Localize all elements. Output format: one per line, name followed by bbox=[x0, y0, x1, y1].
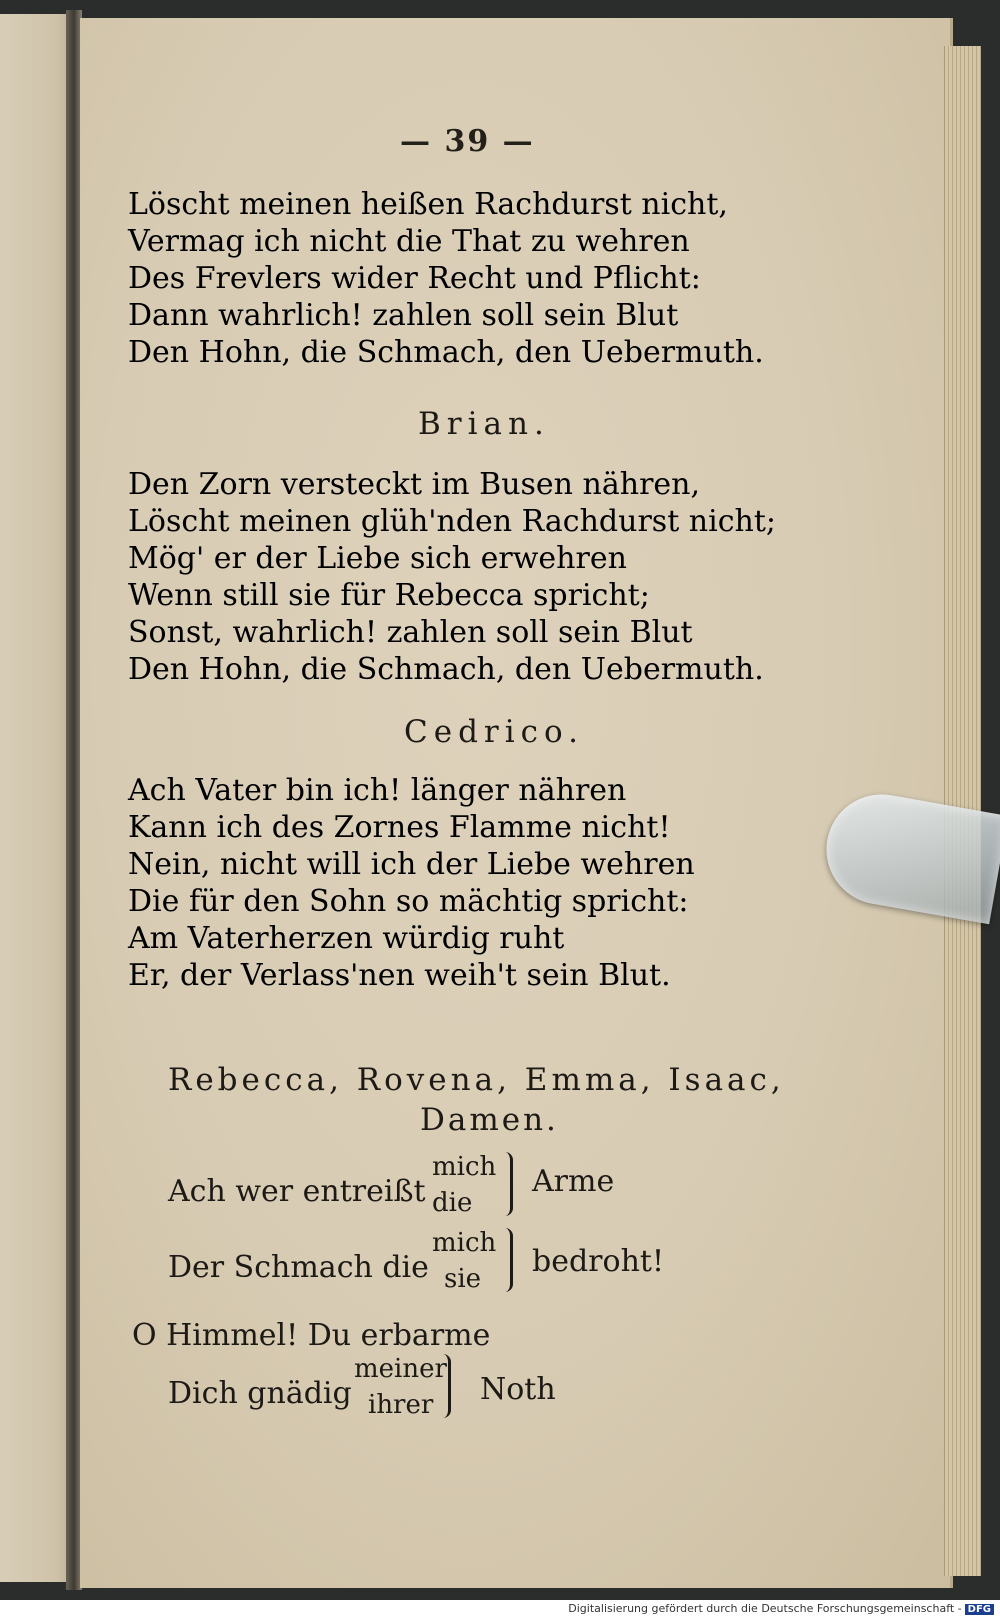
stanza-opening bbox=[128, 186, 764, 371]
ensemble-line-2-start: Der Schmach die bbox=[168, 1250, 429, 1285]
ensemble-line-1-end: Arme bbox=[532, 1164, 615, 1199]
verse-line: Den Zorn versteckt im Busen nähren, bbox=[128, 467, 701, 502]
ensemble-line-1-start: Ach wer entreißt bbox=[168, 1174, 426, 1209]
verse-line: Sonst, wahrlich! zahlen soll sein Blut bbox=[128, 615, 693, 650]
verse-line: Wenn still sie für Rebecca spricht; bbox=[128, 578, 650, 613]
footer-credit bbox=[568, 1602, 994, 1615]
speaker-brian: Brian. bbox=[418, 406, 550, 442]
verse-line: Ach Vater bin ich! länger nähren bbox=[128, 773, 627, 808]
verse-line: Den Hohn, die Schmach, den Uebermuth. bbox=[128, 652, 764, 687]
ensemble-line-4-alt-top: meiner bbox=[354, 1354, 447, 1384]
ensemble-line-3: O Himmel! Du erbarme bbox=[132, 1318, 491, 1353]
brace bbox=[500, 1228, 513, 1292]
brace bbox=[500, 1152, 513, 1216]
ensemble-line-2-alt-top: mich bbox=[432, 1228, 497, 1258]
brace bbox=[438, 1354, 451, 1418]
ensemble-line-1-alt-bottom: die bbox=[432, 1188, 473, 1218]
stanza-cedrico bbox=[128, 772, 695, 994]
ensemble-line-2-alt-bottom: sie bbox=[444, 1264, 482, 1294]
verse-line: Die für den Sohn so mächtig spricht: bbox=[128, 884, 689, 919]
ensemble-line-2-end: bedroht! bbox=[532, 1244, 664, 1279]
ensemble-line-1-alt-top: mich bbox=[432, 1152, 497, 1182]
ensemble-line-4-end: Noth bbox=[480, 1372, 556, 1407]
verse-line: Des Frevlers wider Recht und Pflicht: bbox=[128, 261, 701, 296]
verse-line: Vermag ich nicht die That zu wehren bbox=[128, 224, 690, 259]
verse-line: Mög' er der Liebe sich erwehren bbox=[128, 541, 627, 576]
verse-line: Nein, nicht will ich der Liebe wehren bbox=[128, 847, 695, 882]
speaker-ensemble: Rebecca, Rovena, Emma, Isaac, bbox=[168, 1062, 785, 1098]
verse-line: Er, der Verlass'nen weih't sein Blut. bbox=[128, 958, 671, 993]
speaker-cedrico: Cedrico. bbox=[404, 714, 584, 750]
ensemble-line-4-start: Dich gnädig bbox=[168, 1376, 352, 1411]
verse-line: Dann wahrlich! zahlen soll sein Blut bbox=[128, 298, 679, 333]
speaker-ensemble-damen: Damen. bbox=[420, 1102, 559, 1138]
verse-line: Kann ich des Zornes Flamme nicht! bbox=[128, 810, 671, 845]
footer-credit-text: Digitalisierung gefördert durch die Deutsche Forschungsgemeinschaft - bbox=[568, 1602, 962, 1615]
dfg-logo: DFG bbox=[965, 1604, 994, 1615]
verse-line: Löscht meinen heißen Rachdurst nicht, bbox=[128, 187, 728, 222]
ensemble-line-4-alt-bottom: ihrer bbox=[368, 1390, 434, 1420]
page-number: — 39 — bbox=[400, 124, 535, 159]
verse-line: Am Vaterherzen würdig ruht bbox=[128, 921, 565, 956]
stanza-brian bbox=[128, 466, 776, 688]
verse-line: Den Hohn, die Schmach, den Uebermuth. bbox=[128, 335, 764, 370]
verse-line: Löscht meinen glüh'nden Rachdurst nicht; bbox=[128, 504, 776, 539]
